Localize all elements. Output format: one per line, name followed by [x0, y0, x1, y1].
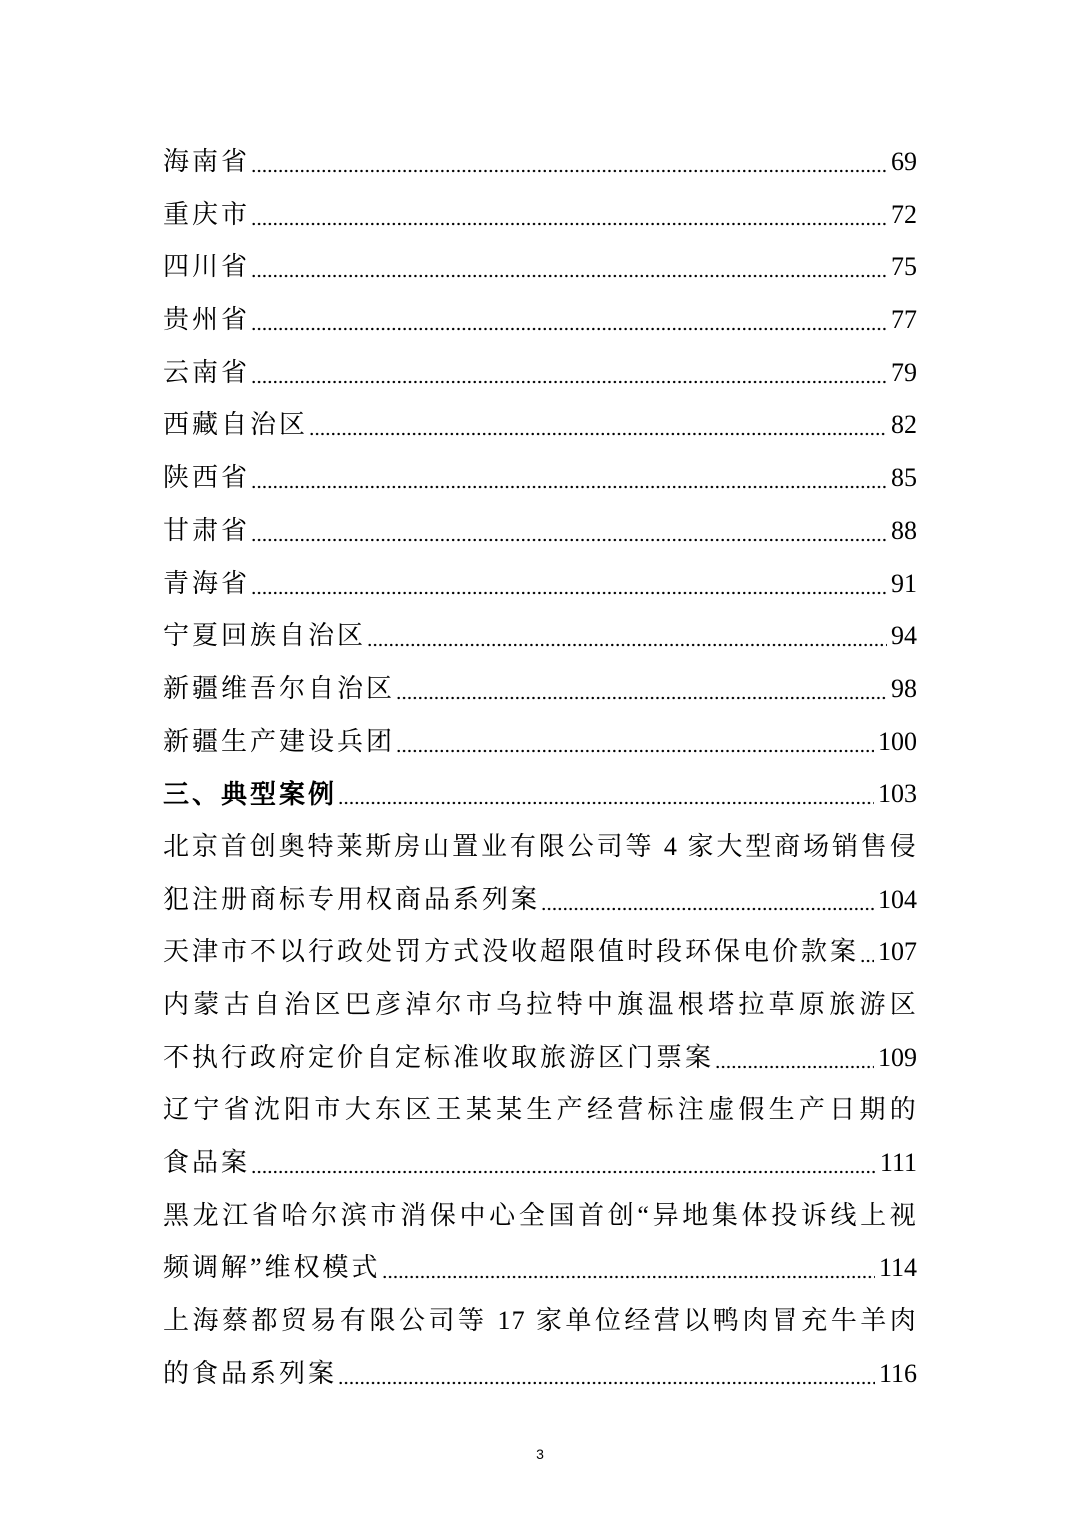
dot-leader: [250, 1137, 876, 1190]
case-entry: [163, 821, 917, 926]
toc-entry-page: 88: [891, 515, 917, 545]
toc-entry-page: 98: [891, 673, 917, 703]
toc-entry-title: 犯注册商标专用权商品系列案: [163, 884, 541, 914]
toc-entry-title: 贵州省: [163, 305, 251, 335]
toc-entry: [163, 505, 917, 558]
dot-leader: [395, 716, 874, 769]
toc-entry-title: 青海省: [163, 568, 251, 598]
toc-entry-title: 宁夏回族自治区: [163, 621, 367, 651]
table-of-contents: [163, 136, 917, 1401]
toc-entry: [163, 136, 917, 189]
case-entry-last-line: [163, 1137, 917, 1190]
toc-entry-page: 69: [891, 147, 917, 176]
toc-entry-title: 甘肃省: [163, 515, 251, 545]
toc-entry-page: 116: [878, 1358, 917, 1388]
toc-entry-title: 新疆生产建设兵团: [163, 726, 396, 756]
toc-entry: [163, 347, 917, 400]
dot-leader: [366, 610, 887, 663]
toc-entry: [163, 241, 917, 294]
toc-section-heading: [163, 768, 917, 821]
toc-entry: [163, 610, 917, 663]
toc-entry-title: 重庆市: [163, 199, 251, 229]
case-entry-line: 上海蔡都贸易有限公司等 17 家单位经营以鸭肉冒充牛羊肉: [163, 1306, 917, 1336]
dot-leader: [337, 1348, 875, 1401]
toc-entry-page: 109: [878, 1042, 917, 1072]
toc-entry-page: 107: [878, 937, 917, 967]
toc-entry: [163, 716, 917, 769]
toc-entry-title: 天津市不以行政处罚方式没收超限值时段环保电价款案: [163, 937, 860, 967]
toc-entry-page: 111: [879, 1148, 917, 1178]
toc-entry-title: 食品案: [163, 1148, 251, 1178]
toc-entry-page: 114: [878, 1253, 917, 1283]
case-entry-line: 内蒙古自治区巴彦淖尔市乌拉特中旗温根塔拉草原旅游区: [163, 990, 917, 1019]
dot-leader: [250, 347, 887, 400]
toc-entry-page: 100: [878, 726, 917, 756]
dot-leader: [250, 558, 887, 611]
case-entry-line: 黑龙江省哈尔滨市消保中心全国首创“异地集体投诉线上视: [163, 1200, 917, 1230]
page-number: 3: [536, 1446, 544, 1462]
toc-entry-page: 85: [891, 463, 917, 493]
dot-leader: [250, 452, 887, 505]
dot-leader: [308, 399, 887, 452]
toc-entry-title: 不执行政府定价自定标准收取旅游区门票案: [163, 1042, 715, 1072]
toc-entry-title: 海南省: [163, 147, 251, 176]
toc-entry-title: 陕西省: [163, 463, 251, 493]
toc-entry-title: 西藏自治区: [163, 410, 309, 440]
dot-leader: [250, 241, 887, 294]
toc-entry-page: 94: [891, 621, 917, 651]
toc-entry-page: 77: [891, 305, 917, 335]
dot-leader: [250, 294, 887, 347]
case-entry-last-line: [163, 874, 917, 927]
case-entry-last-line: [163, 926, 917, 979]
toc-entry: [163, 452, 917, 505]
toc-entry-title: 云南省: [163, 357, 251, 387]
dot-leader: [859, 926, 874, 979]
toc-entry-title: 四川省: [163, 252, 251, 282]
toc-entry: [163, 663, 917, 716]
dot-leader: [250, 136, 887, 189]
toc-entry-page: 72: [891, 199, 917, 229]
case-entry-line: 辽宁省沈阳市大东区王某某生产经营标注虚假生产日期的: [163, 1095, 917, 1125]
toc-entry: [163, 558, 917, 611]
toc-section-page: 103: [878, 779, 917, 809]
toc-entry: [163, 294, 917, 347]
case-entry-line: 北京首创奥特莱斯房山置业有限公司等 4 家大型商场销售侵: [163, 831, 917, 861]
toc-entry: [163, 189, 917, 242]
dot-leader: [714, 1032, 874, 1085]
dot-leader: [337, 768, 874, 821]
toc-entry-page: 104: [878, 884, 917, 914]
toc-entry-page: 91: [891, 568, 917, 598]
toc-entry-page: 75: [891, 252, 917, 282]
toc-entry-title: 频调解”维权模式: [163, 1253, 381, 1283]
case-entry: [163, 1084, 917, 1189]
case-entry-last-line: [163, 1348, 917, 1401]
dot-leader: [250, 189, 887, 242]
toc-section-title: 三、典型案例: [163, 779, 338, 810]
toc-entry-page: 82: [891, 410, 917, 440]
toc-entry: [163, 399, 917, 452]
case-entry: [163, 1190, 917, 1295]
dot-leader: [381, 1242, 875, 1295]
toc-entry-title: 新疆维吾尔自治区: [163, 673, 396, 703]
case-entry: [163, 979, 917, 1084]
dot-leader: [250, 505, 887, 558]
case-entry-last-line: [163, 1242, 917, 1295]
case-entry: [163, 1295, 917, 1400]
case-entry-last-line: [163, 1032, 917, 1085]
toc-entry-title: 的食品系列案: [163, 1358, 338, 1388]
dot-leader: [540, 874, 874, 927]
toc-entry-page: 79: [891, 357, 917, 387]
case-entry: [163, 926, 917, 979]
dot-leader: [395, 663, 887, 716]
